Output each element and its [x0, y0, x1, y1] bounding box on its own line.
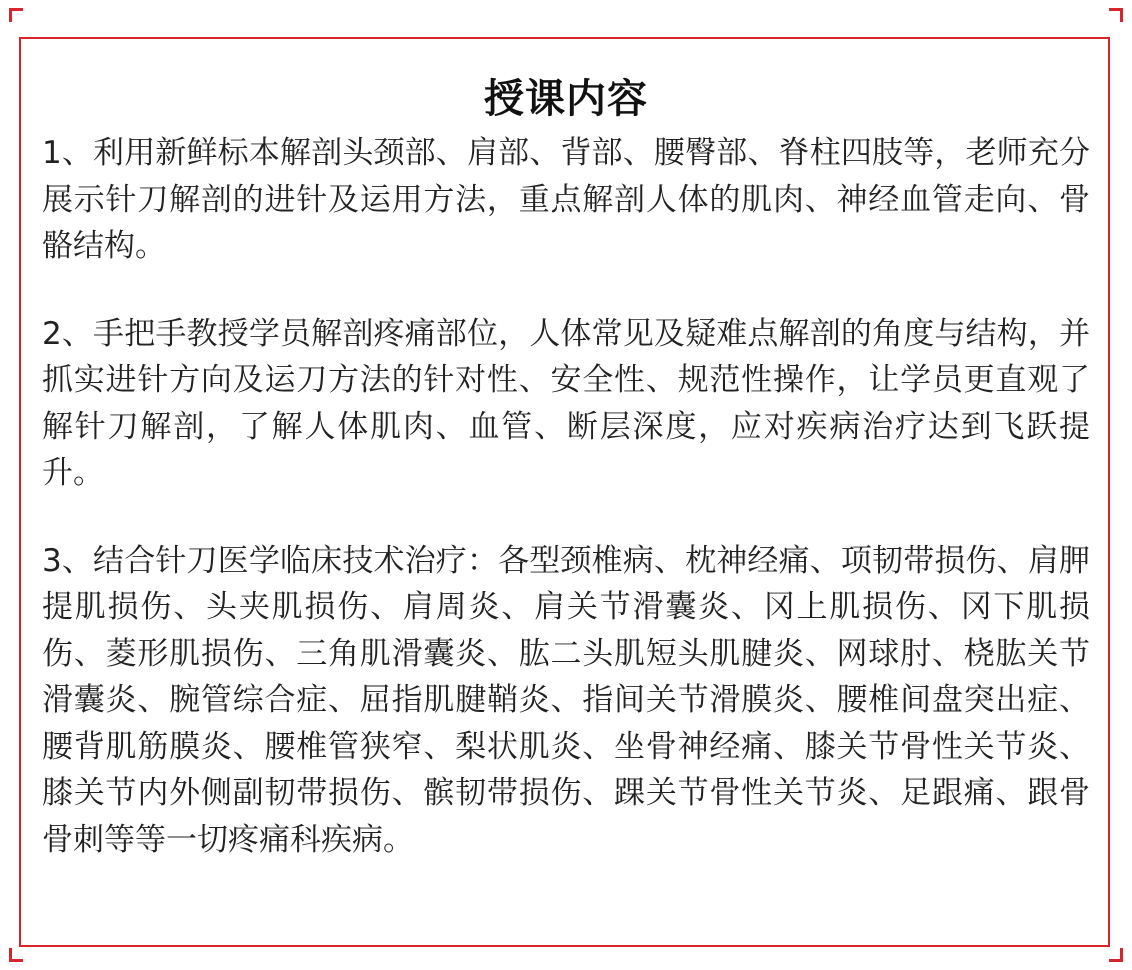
- corner-mark-top-right: [1109, 8, 1123, 22]
- corner-mark-top-left: [9, 8, 23, 22]
- paragraph-1: 1、利用新鲜标本解剖头颈部、肩部、背部、腰臀部、脊柱四肢等，老师充分展示针刀解剖的进针及运用方法，重点解剖人体的肌肉、神经血管走向、骨骼结构。: [42, 135, 1090, 264]
- paragraph-2: 2、手把手教授学员解剖疼痛部位，人体常见及疑难点解剖的角度与结构，并抓实进针方向及运刀方法的针对性、安全性、规范性操作，让学员更直观了解针刀解剖，了解人体肌肉、血管、断层深度，应对疾病治疗达到飞跃提升。: [42, 315, 1090, 491]
- content-area: [42, 72, 1090, 863]
- page-title: 授课内容: [484, 76, 648, 122]
- paragraph-3: 3、结合针刀医学临床技术治疗：各型颈椎病、枕神经痛、项韧带损伤、肩胛提肌损伤、头夹肌损伤、肩周炎、肩关节滑囊炎、冈上肌损伤、冈下肌损伤、菱形肌损伤、三角肌滑囊炎、肱二头肌短头肌腱炎、网球肘、桡肱关节滑囊炎、腕管综合症、屈指肌腱鞘炎、指间关节滑膜炎、腰椎间盘突出症、腰背肌筋膜炎、腰椎管狭窄、梨状肌炎、坐骨神经痛、膝关节骨性关节炎、膝关节内外侧副韧带损伤、髌韧带损伤、踝关节骨性关节炎、足跟痛、跟骨骨刺等等一切疼痛科疾病。: [42, 542, 1090, 858]
- corner-mark-bottom-right: [1109, 948, 1123, 962]
- corner-mark-bottom-left: [9, 948, 23, 962]
